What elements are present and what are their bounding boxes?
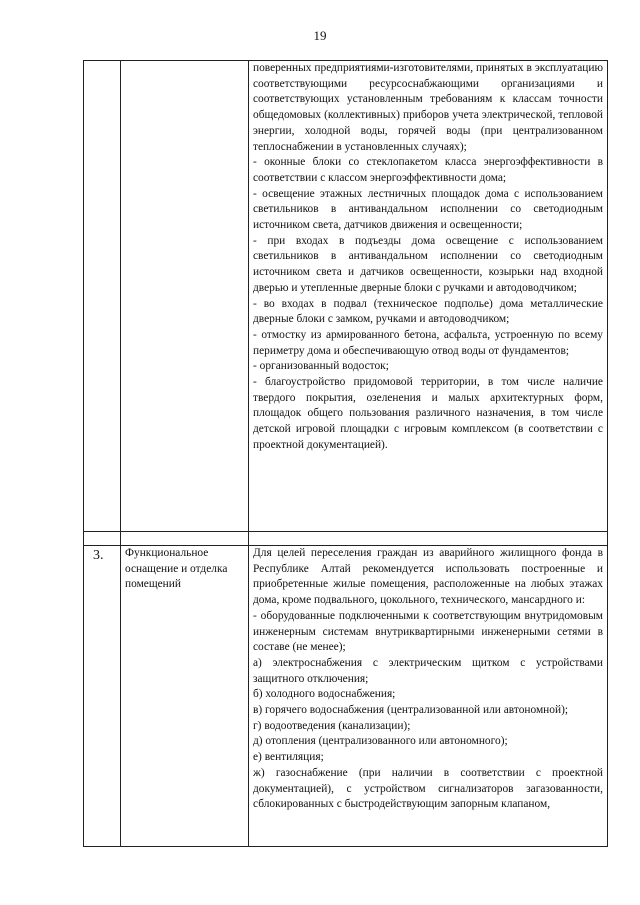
row-content-cell: [249, 61, 608, 532]
paragraph: д) отопления (централизованного или автономного);: [253, 735, 508, 748]
page-number: 19: [313, 28, 327, 43]
paragraph: поверенных предприятиями-изготовителями, принятых в эксплуатацию соответствующими ресурсоснабжающими организациями и соответствующих установленным требованиям к классам точности общедомовых (коллективных) приборов учета электрической, тепловой энергии, холодной воды, горячей воды (при централизованном теплоснабжении в установленных случаях);: [253, 62, 603, 153]
paragraph: б) холодного водоснабжения;: [253, 688, 396, 701]
paragraph: е) вентиляция;: [253, 751, 324, 764]
paragraph: - оконные блоки со стеклопакетом класса энергоэффективности в соответствии с классом энергоэффективности дома;: [253, 156, 603, 184]
paragraph: - оборудованные подключенными к соответствующим внутридомовым инженерным системам внутриквартирными инженерными сетями в составе (не менее);: [253, 609, 603, 654]
paragraph: - во входах в подвал (техническое подполье) дома металлические дверные блоки с замком, ручками и автодоводчиком;: [253, 297, 603, 326]
paragraph: ж) газоснабжение (при наличии в соответствии с проектной документацией), с устройством сигнализаторов загазованности, сблокированных с быстродействующим запорным клапаном,: [253, 766, 603, 811]
paragraph: в) горячего водоснабжения (централизованной или автономной);: [253, 704, 569, 717]
paragraph: - при входах в подъезды дома освещение с использованием светильников в антивандальном исполнении со светодиодным источником света и датчиков освещенности, козырьки над входной дверью и утепленные дверные блоки с ручками и автодоводчиком;: [253, 234, 603, 294]
table-row: [84, 546, 608, 847]
paragraph: а) электроснабжения с электрическим щитком с устройствами защитного отключения;: [253, 656, 603, 685]
paragraph: - благоустройство придомовой территории, в том числе наличие твердого покрытия, озеленения и малых архитектурных форм, площадок общего пользования различного назначения, в том числе детской игровой площадки с игровым комплексом (в соответствии с проектной документацией).: [253, 376, 603, 451]
paragraph: - освещение этажных лестничных площадок дома с использованием светильников в антивандальном исполнении со светодиодным источником света, датчиков движения и освещенности;: [253, 187, 603, 232]
paragraph: г) водоотведения (канализации);: [253, 719, 411, 732]
row-number-cell: [84, 61, 121, 532]
paragraph: Для целей переселения граждан из аварийного жилищного фонда в Республике Алтай рекомендуется использовать построенные и приобретенные жилые помещения, расположенные на любых этажах дома, кроме подвального, цокольного, технического, мансардного и:: [253, 547, 603, 607]
row-content-text: [249, 546, 607, 813]
table-row: [84, 61, 608, 532]
row-number-cell: 3.: [84, 546, 121, 847]
requirements-table: [83, 60, 608, 847]
row-content-cell: [249, 546, 608, 847]
row-name-cell: Функциональное оснащение и отделка помещений: [121, 546, 249, 847]
row-name-cell: [121, 61, 249, 532]
table-row-empty: [84, 532, 608, 546]
row-content-text: [249, 61, 607, 454]
paragraph: - отмостку из армированного бетона, асфальта, устроенную по всему периметру дома и обеспечивающую отвод воды от фундаментов;: [253, 328, 603, 357]
paragraph: - организованный водосток;: [253, 360, 389, 373]
